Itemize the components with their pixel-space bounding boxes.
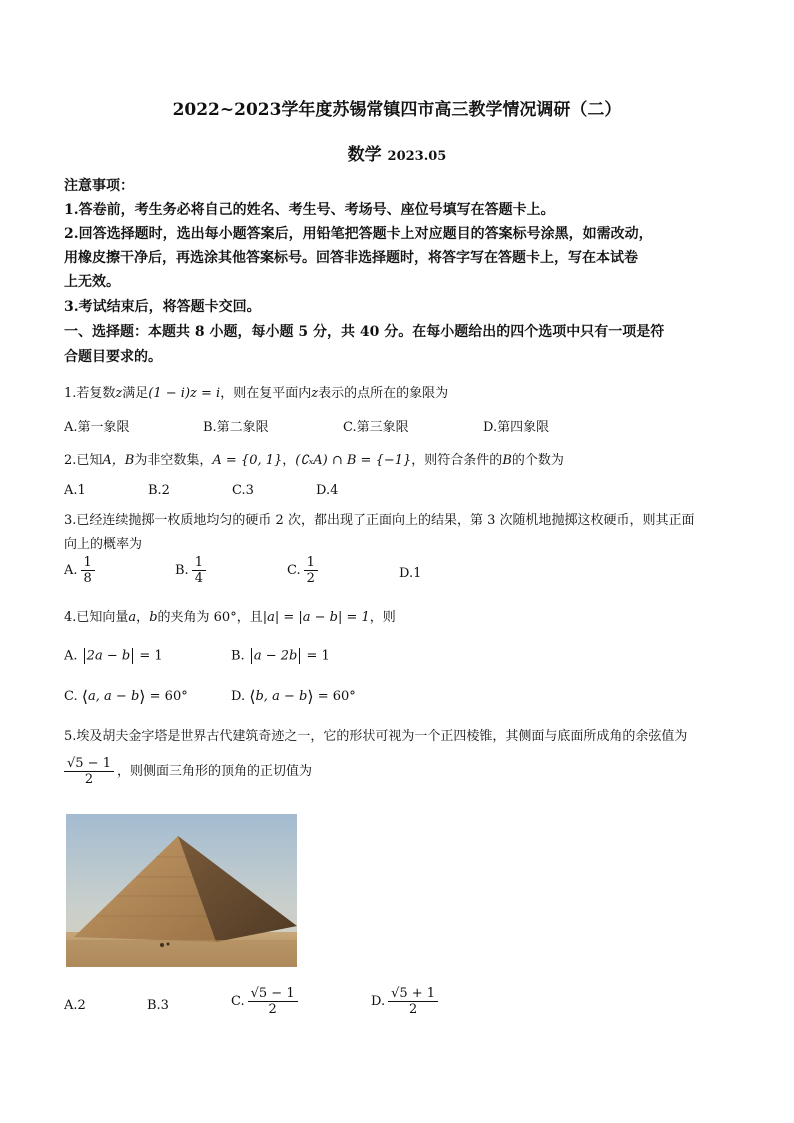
q4-condition: |a| = |a − b| = 1 [262, 610, 370, 625]
q4-option-a: A. 2a − b = 1 [64, 648, 163, 664]
q2-equation: (∁ₓA) ∩ B = {−1} [295, 453, 412, 468]
q4-option-b: B. a − 2b = 1 [231, 648, 330, 664]
q2-set-a: A = {0, 1} [212, 453, 283, 468]
note-2-line-3: 上无效。 [64, 274, 120, 290]
notes-heading: 注意事项： [64, 178, 134, 194]
section-1-line-1: 一、选择题：本题共 8 小题，每小题 5 分，共 40 分。在每小题给出的四个选项中只有一项是符 [64, 324, 665, 340]
vector-b: b [149, 610, 158, 625]
question-1: 1.若复数z满足(1 − i)z = i，则在复平面内z表示的点所在的象限为 [64, 386, 449, 401]
q5-option-a: A.2 [64, 998, 86, 1013]
var-z: z [115, 386, 123, 401]
subject-label: 数学 [347, 145, 382, 165]
q2-option-a: A.1 [64, 483, 86, 498]
note-1: 1.答卷前，考生务必将自己的姓名、考生号、考场号、座位号填写在答题卡上。 [64, 202, 555, 218]
q5-option-c: C. $\frac{√5 - 1}{2}$ [231, 986, 301, 1017]
q1-option-b: B.第二象限 [203, 420, 269, 435]
q2-option-b: B.2 [148, 483, 170, 498]
exam-subtitle [0, 140, 794, 165]
note-3: 3.考试结束后，将答题卡交回。 [64, 299, 261, 315]
q1-option-a: A.第一象限 [64, 420, 130, 435]
q3-option-c: C. $\frac{1}{2}$ [287, 555, 321, 586]
q2-option-d: D.4 [316, 483, 339, 498]
exam-title: 2022~2023学年度苏锡常镇四市高三教学情况调研（二） [172, 100, 622, 120]
q1-option-d: D.第四象限 [483, 420, 550, 435]
note-2-line-1: 2.回答选择题时，选出每小题答案后，用铅笔把答题卡上对应题目的答案标号涂黑，如需改动， [64, 226, 653, 242]
q5-option-d: D. $\frac{√5 + 1}{2}$ [371, 986, 441, 1017]
question-4: 4.已知向量a，b的夹角为 60°，且|a| = |a − b| = 1，则 [64, 610, 396, 625]
pyramid-photo [66, 814, 297, 967]
q1-option-c: C.第三象限 [343, 420, 409, 435]
q2-option-c: C.3 [232, 483, 254, 498]
question-2: 2.已知A，B为非空数集，A = {0, 1}，(∁ₓA) ∩ B = {−1}，则符合条件的B的个数为 [64, 453, 564, 468]
section-1-line-2: 合题目要求的。 [64, 349, 162, 365]
q3-option-b: B. $\frac{1}{4}$ [175, 555, 209, 586]
question-5-line-1: 5.埃及胡夫金字塔是世界古代建筑奇迹之一，它的形状可视为一个正四棱锥，其侧面与底面所成角的余弦值为 [64, 729, 688, 744]
q4-option-d: D. ⟨b, a − b⟩ = 60° [231, 687, 356, 706]
note-2-line-2: 用橡皮擦干净后，再选涂其他答案标号。回答非选择题时，将答字写在答题卡上，写在本试卷 [64, 250, 638, 266]
q3-option-d: D.1 [399, 566, 422, 581]
question-3-line-2: 向上的概率为 [64, 537, 143, 552]
q3-option-a: A. $\frac{1}{8}$ [64, 555, 98, 586]
q4-option-c: C. ⟨a, a − b⟩ = 60° [64, 687, 188, 706]
q5-option-b: B.3 [147, 998, 169, 1013]
exam-date: 2023.05 [387, 149, 447, 164]
question-5-line-2: $\frac{√5 - 1}{2}$ ，则侧面三角形的顶角的正切值为 [64, 756, 312, 787]
q1-equation: (1 − i)z = i [148, 386, 221, 401]
question-3-line-1: 3.已经连续抛掷一枚质地均匀的硬币 2 次，都出现了正面向上的结果，第 3 次随机地抛掷这枚硬币，则其正面 [64, 513, 695, 528]
vector-a: a [128, 610, 137, 625]
